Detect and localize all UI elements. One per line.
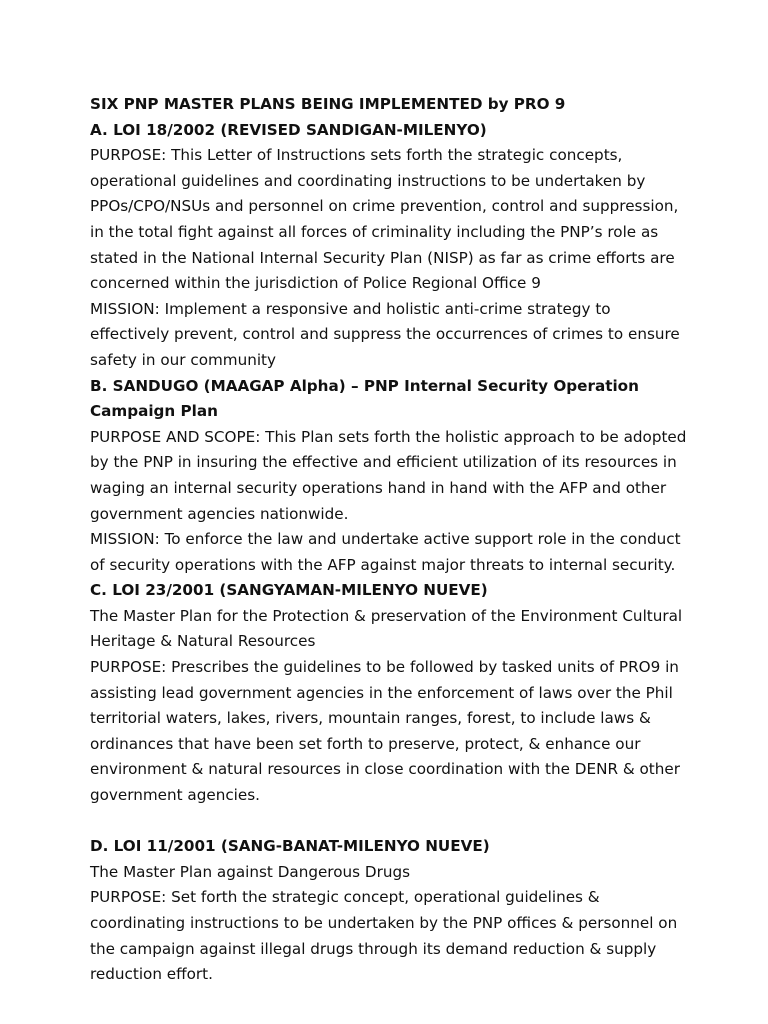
section-c-purpose: PURPOSE: Prescribes the guidelines to be followed by tasked units of PRO9 in assisting lead government agencies in the enforcement of laws over the Phil territorial waters, lakes, rivers, mountain ranges, forest, to include laws & ordinances that have been set forth to preserve, protect, & enhance our environment & natural resources in close coordination with the DENR & other government agencies. bbox=[90, 658, 680, 805]
section-a-mission: MISSION: Implement a responsive and holistic anti-crime strategy to effectively prevent, control and suppress the occurrences of crimes to ensure safety in our community bbox=[90, 299, 680, 369]
section-a-heading: A. LOI 18/2002 (REVISED SANDIGAN-MILENYO) bbox=[90, 120, 487, 139]
paragraph-spacer bbox=[90, 809, 690, 835]
section-a-purpose: PURPOSE: This Letter of Instructions sets forth the strategic concepts, operational guidelines and coordinating instructions to be undertaken by PPOs/CPO/NSUs and personnel on crime prevention, control and suppression, in the total fight against all forces of criminality including the PNP’s role as stated in the National Internal Security Plan (NISP) as far as crime efforts are concerned within the jurisdiction of Police Regional Office 9 bbox=[90, 146, 679, 293]
section-d-subtitle: The Master Plan against Dangerous Drugs bbox=[90, 862, 410, 881]
section-b-purpose: PURPOSE AND SCOPE: This Plan sets forth the holistic approach to be adopted by the PNP in insuring the effective and efficient utilization of its resources in waging an internal security operations hand in hand with the AFP and other government agencies nationwide. bbox=[90, 427, 687, 523]
section-c-subtitle: The Master Plan for the Protection & preservation of the Environment Cultural Heritage & Natural Resources bbox=[90, 606, 683, 651]
section-b-heading: B. SANDUGO (MAAGAP Alpha) – PNP Internal Security Operation Campaign Plan bbox=[90, 376, 639, 421]
section-c-heading: C. LOI 23/2001 (SANGYAMAN-MILENYO NUEVE) bbox=[90, 581, 488, 600]
document-title: SIX PNP MASTER PLANS BEING IMPLEMENTED by PRO 9 bbox=[90, 95, 566, 113]
section-d-heading: D. LOI 11/2001 (SANG-BANAT-MILENYO NUEVE) bbox=[90, 837, 490, 856]
section-d-purpose: PURPOSE: Set forth the strategic concept, operational guidelines & coordinating instructions to be undertaken by the PNP offices & personnel on the campaign against illegal drugs through its demand reduction & supply reduction effort. bbox=[90, 888, 678, 984]
document-body bbox=[90, 92, 690, 988]
section-b-mission: MISSION: To enforce the law and undertake active support role in the conduct of security operations with the AFP against major threats to internal security. bbox=[90, 530, 681, 574]
